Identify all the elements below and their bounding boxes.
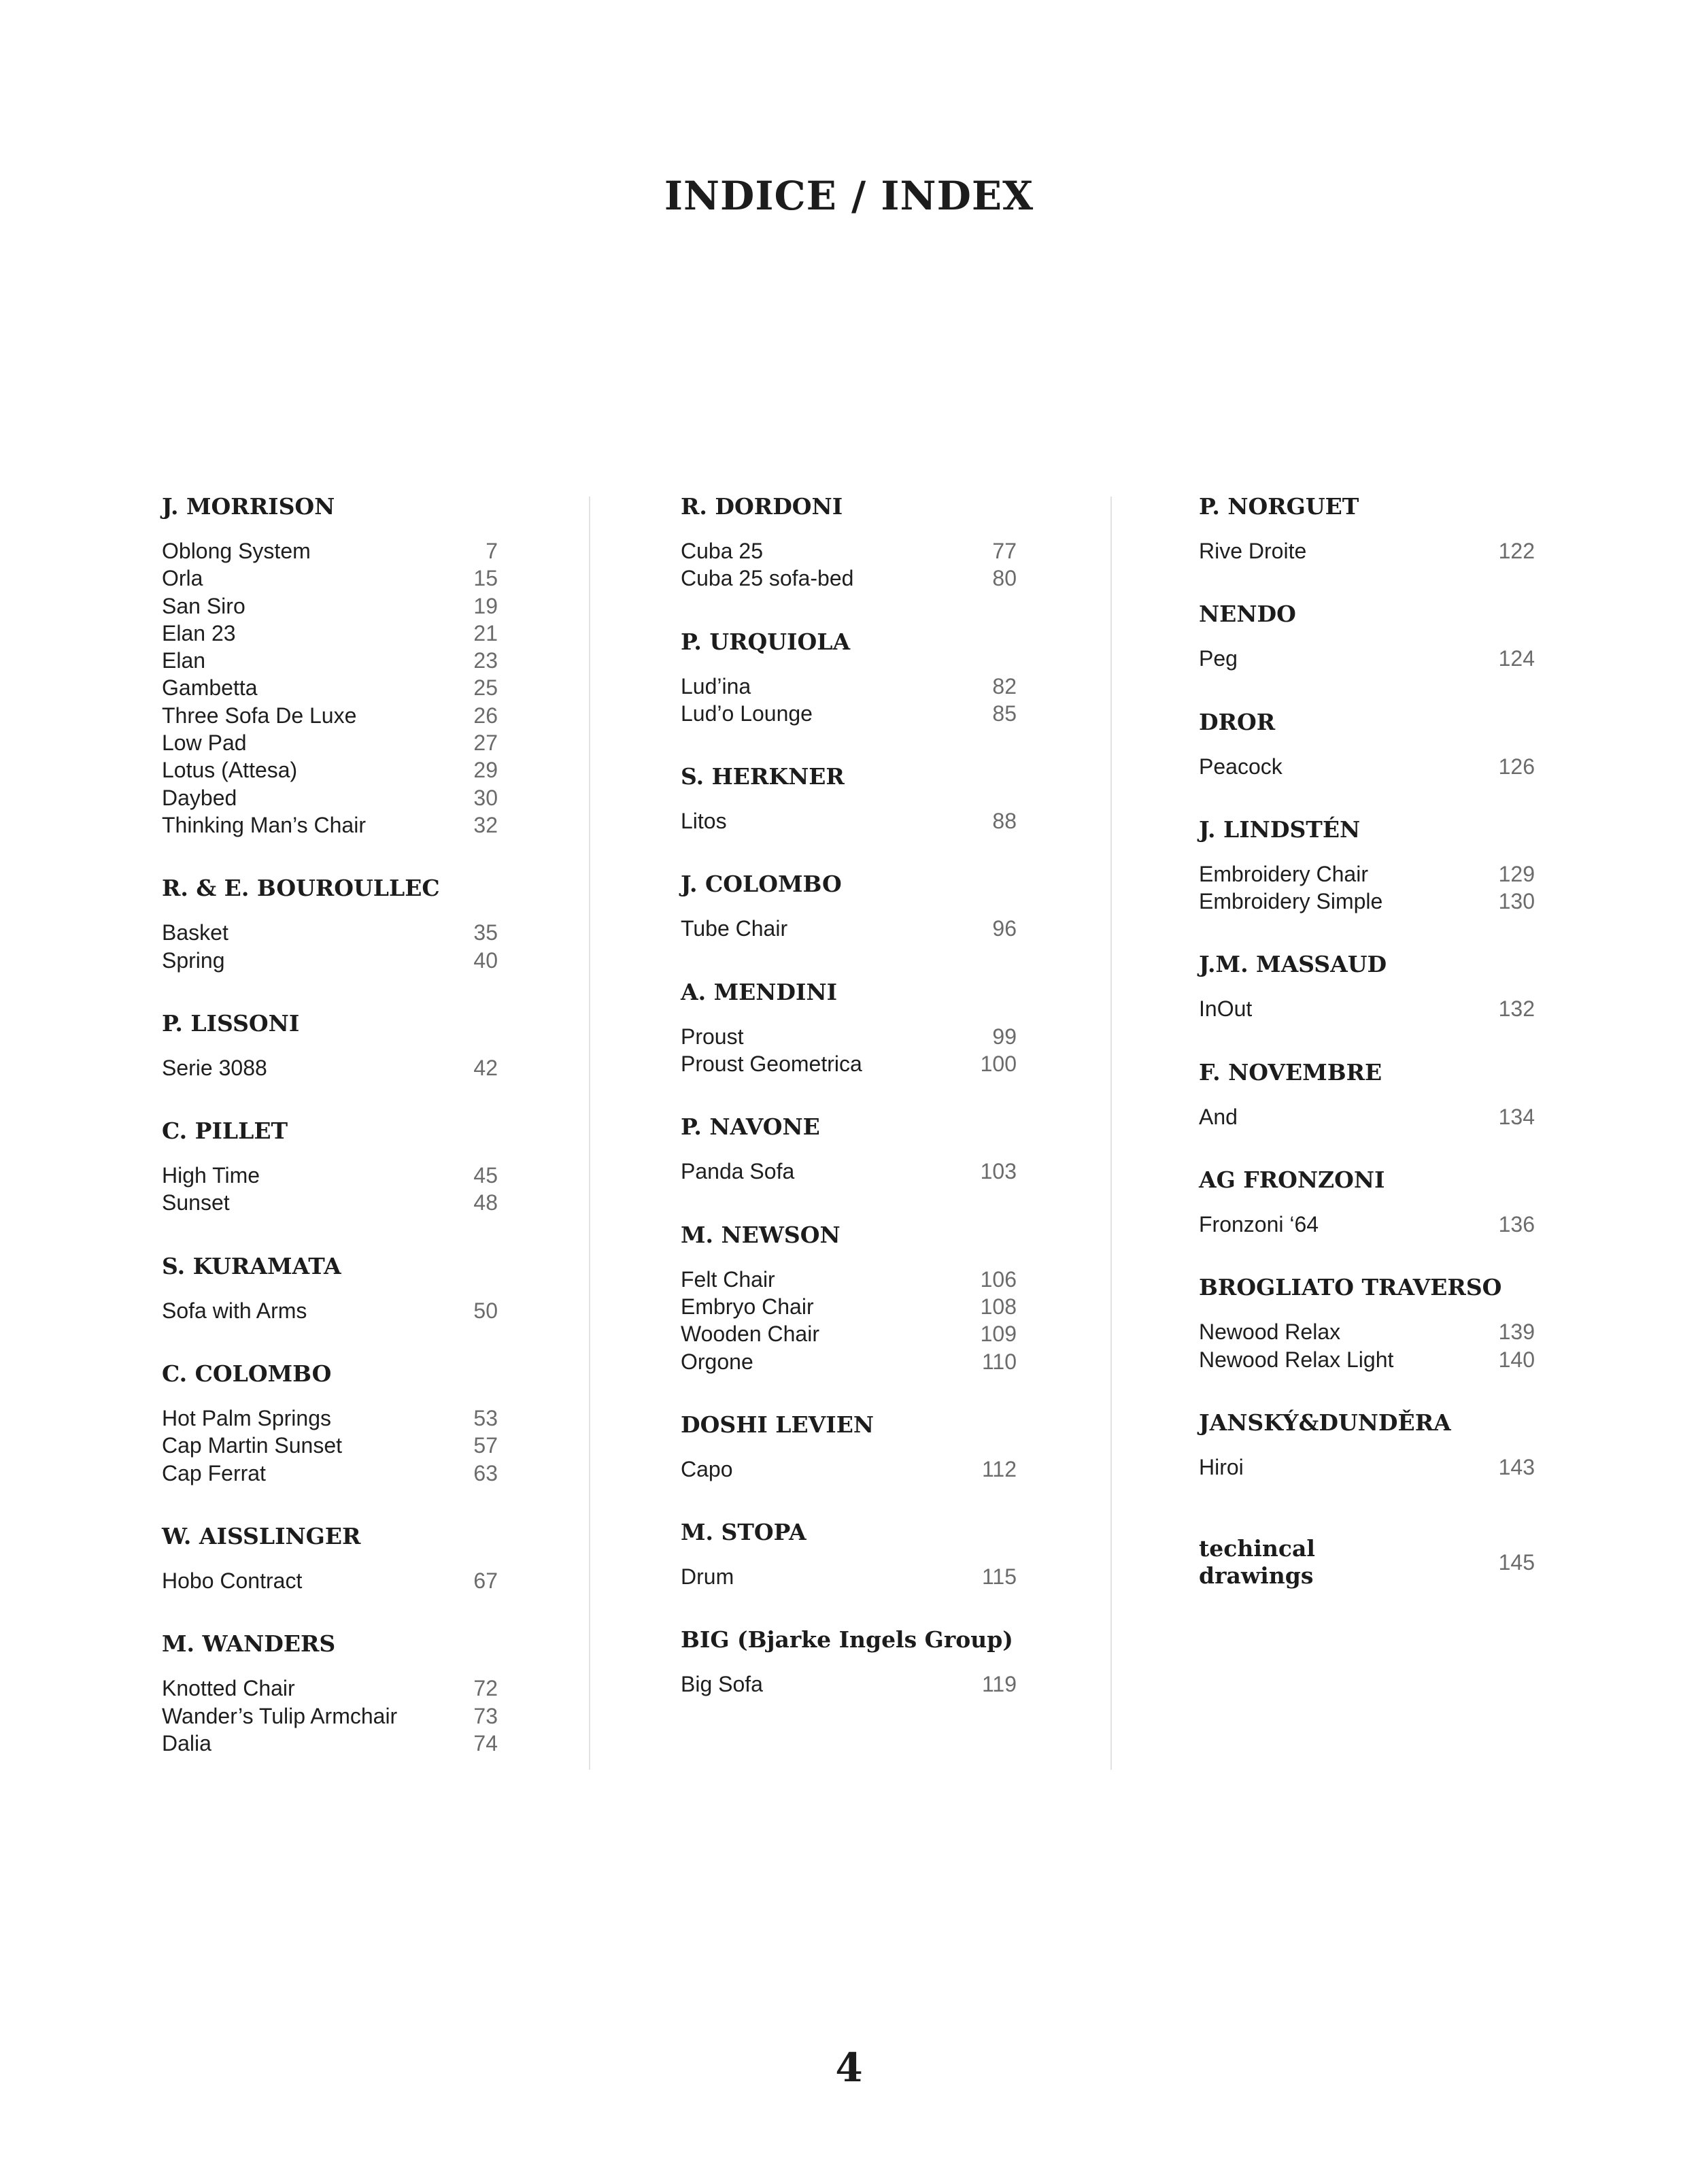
entry-name: Proust Geometrica	[681, 1052, 862, 1077]
section-heading: S. KURAMATA	[162, 1252, 341, 1279]
entry-page-number: 19	[473, 593, 498, 618]
entry-name: Newood Relax	[1199, 1320, 1341, 1345]
entry-name: Low Pad	[162, 730, 247, 756]
entry-page-number: 48	[473, 1190, 498, 1215]
entry-page-number: 26	[473, 703, 498, 728]
index-entry	[681, 1050, 1017, 1077]
entry-name: Fronzoni ‘64	[1199, 1212, 1319, 1237]
section-heading: P. URQUIOLA	[681, 628, 851, 655]
entry-name: Embroidery Simple	[1199, 889, 1383, 914]
entry-name: Lud’ina	[681, 673, 751, 699]
entry-page-number: 115	[981, 1564, 1017, 1590]
index-entry	[162, 565, 498, 592]
entry-name: Tube Chair	[681, 916, 788, 941]
entry-page-number: 139	[1498, 1320, 1535, 1345]
entry-page-number: 23	[473, 648, 498, 673]
entry-name: Orla	[162, 566, 203, 591]
index-entry	[681, 1456, 1017, 1483]
page-title: INDICE / INDEX	[664, 173, 1034, 219]
entry-name: San Siro	[162, 593, 245, 618]
section-c-pillet	[162, 1115, 498, 1217]
entry-page-number: 63	[473, 1460, 498, 1485]
section-m-wanders	[162, 1628, 498, 1757]
entry-name: InOut	[1199, 996, 1253, 1022]
index-entry	[1199, 1103, 1535, 1130]
entry-page-number: 134	[1498, 1104, 1535, 1129]
section-s-kuramata	[162, 1251, 498, 1324]
index-entry	[681, 1563, 1017, 1590]
section-heading: DOSHI LEVIEN	[681, 1411, 875, 1438]
index-entry	[162, 1189, 498, 1216]
entry-page-number: 40	[473, 947, 498, 973]
index-entry	[162, 811, 498, 839]
section-heading: C. PILLET	[162, 1118, 288, 1145]
entry-page-number: 143	[1498, 1454, 1535, 1479]
index-entry	[162, 702, 498, 729]
index-entry	[162, 620, 498, 647]
entry-name: Big Sofa	[681, 1672, 763, 1697]
entry-page-number: 108	[980, 1294, 1017, 1319]
index-entry	[162, 947, 498, 974]
section-heading: J. LINDSTÉN	[1199, 816, 1361, 843]
section-c-colombo	[162, 1358, 498, 1487]
entry-page-number: 30	[473, 785, 498, 810]
section-jansky-dundera	[1199, 1407, 1535, 1481]
entry-page-number: 25	[473, 675, 498, 701]
section-a-mendini	[681, 977, 1017, 1078]
section-heading: J.M. MASSAUD	[1199, 951, 1387, 978]
entry-page-number: 103	[980, 1159, 1017, 1184]
entry-page-number: 67	[473, 1568, 498, 1593]
section-j-m-massaud	[1199, 949, 1535, 1022]
entry-name: Gambetta	[162, 675, 258, 701]
entry-name: Cap Martin Sunset	[162, 1433, 343, 1458]
entry-name: Litos	[681, 809, 727, 834]
entry-name: Embroidery Chair	[1199, 861, 1368, 886]
index-entry	[681, 673, 1017, 700]
entry-name: Lud’o Lounge	[681, 701, 813, 726]
index-entry	[162, 537, 498, 565]
entry-name: Sunset	[162, 1190, 230, 1215]
entry-page-number: 7	[486, 539, 498, 563]
entry-page-number: 72	[473, 1676, 498, 1701]
index-entry	[162, 729, 498, 756]
section-p-lissoni	[162, 1008, 498, 1081]
entry-page-number: 126	[1498, 754, 1535, 779]
column-divider	[589, 497, 590, 1770]
entry-page-number: 88	[992, 809, 1017, 834]
section-p-urquiola	[681, 626, 1017, 728]
index-entry	[681, 565, 1017, 592]
entry-name: Capo	[681, 1456, 733, 1481]
entry-name: Basket	[162, 920, 228, 945]
entry-page-number: 45	[473, 1163, 498, 1188]
index-entry	[162, 1567, 498, 1594]
section-heading: W. AISSLINGER	[162, 1522, 361, 1549]
index-entry	[1199, 888, 1535, 915]
entry-page-number: 85	[992, 701, 1017, 726]
entry-page-number: 29	[473, 758, 498, 783]
entry-page-number: 136	[1498, 1212, 1535, 1237]
entry-page-number: 15	[473, 566, 498, 591]
section-w-aisslinger	[162, 1521, 498, 1594]
entry-name: Three Sofa De Luxe	[162, 703, 357, 728]
section-heading: JANSKÝ&DUNDĚRA	[1199, 1409, 1451, 1436]
entry-name: Peg	[1199, 646, 1238, 671]
index-entry	[162, 1675, 498, 1702]
section-heading: A. MENDINI	[681, 978, 838, 1005]
entry-name: Cuba 25 sofa-bed	[681, 566, 854, 591]
section-heading: S. HERKNER	[681, 763, 845, 790]
entry-page-number: 99	[992, 1024, 1017, 1049]
entry-page-number: 27	[473, 730, 498, 756]
entry-name: Spring	[162, 947, 225, 973]
section-heading: BROGLIATO TRAVERSO	[1199, 1274, 1502, 1301]
index-entry	[1199, 860, 1535, 888]
entry-page-number: 57	[473, 1433, 498, 1458]
section-heading: NENDO	[1199, 601, 1296, 628]
entry-name: Elan 23	[162, 620, 236, 645]
entry-name: Embryo Chair	[681, 1294, 814, 1319]
section-heading: AG FRONZONI	[1199, 1166, 1385, 1194]
index-entry	[1199, 1318, 1535, 1345]
section-j-lindsten	[1199, 814, 1535, 915]
section-dror	[1199, 707, 1535, 780]
index-entry	[681, 1320, 1017, 1347]
entry-name: Cap Ferrat	[162, 1460, 266, 1485]
entry-name: Panda Sofa	[681, 1159, 795, 1184]
entry-name: Drum	[681, 1564, 734, 1590]
section-m-stopa	[681, 1517, 1017, 1590]
entry-page-number: 130	[1498, 889, 1535, 914]
section-r-e-bouroullec	[162, 873, 498, 974]
entry-name: Dalia	[162, 1730, 211, 1755]
entry-name: Wooden Chair	[681, 1322, 819, 1347]
entry-page-number: 119	[981, 1672, 1017, 1697]
index-entry	[162, 1730, 498, 1757]
entry-name: Sofa with Arms	[162, 1298, 307, 1323]
index-entry	[1199, 753, 1535, 780]
section-heading: R. DORDONI	[681, 493, 843, 520]
section-heading: C. COLOMBO	[162, 1360, 332, 1388]
entry-name: Hiroi	[1199, 1454, 1244, 1479]
entry-page-number: 129	[1498, 861, 1535, 886]
index-entry	[681, 1023, 1017, 1050]
section-heading: R. & E. BOUROULLEC	[162, 875, 440, 902]
index-entry	[162, 1405, 498, 1432]
index-entry	[681, 1348, 1017, 1375]
section-heading: M. WANDERS	[162, 1630, 336, 1658]
section-p-norguet	[1199, 491, 1535, 565]
entry-name: Thinking Man’s Chair	[162, 812, 366, 837]
index-entry	[162, 1297, 498, 1324]
entry-page-number: 122	[1498, 539, 1535, 563]
entry-page-number: 53	[473, 1406, 498, 1431]
index-column-1	[162, 491, 498, 1791]
index-entry	[1199, 995, 1535, 1022]
entry-page-number: 42	[473, 1055, 498, 1080]
index-entry	[162, 756, 498, 784]
entry-name: Daybed	[162, 785, 237, 810]
entry-page-number: 106	[980, 1266, 1017, 1292]
entry-page-number: 96	[992, 916, 1017, 941]
section-heading: BIG (Bjarke Ingels Group)	[681, 1626, 1013, 1653]
index-entry	[681, 1670, 1017, 1698]
entry-name: High Time	[162, 1163, 260, 1188]
entry-page-number: 109	[980, 1322, 1017, 1347]
entry-name: Peacock	[1199, 754, 1283, 779]
entry-name: Serie 3088	[162, 1055, 267, 1080]
section-heading: M. STOPA	[681, 1519, 806, 1546]
section-ag-fronzoni	[1199, 1164, 1535, 1238]
index-entry	[162, 1054, 498, 1081]
entry-page-number: 77	[992, 539, 1017, 563]
entry-name: Rive Droite	[1199, 539, 1307, 563]
technical-drawings-entry	[1199, 1535, 1535, 1590]
section-f-novembre	[1199, 1057, 1535, 1130]
section-heading: J. COLOMBO	[681, 871, 842, 898]
entry-page-number: 110	[981, 1349, 1017, 1374]
section-heading: M. NEWSON	[681, 1221, 840, 1248]
index-entry	[1199, 537, 1535, 565]
section-heading: P. LISSONI	[162, 1009, 300, 1037]
entry-name: Hobo Contract	[162, 1568, 303, 1593]
section-heading: P. NORGUET	[1199, 493, 1359, 520]
entry-name: Felt Chair	[681, 1266, 775, 1292]
index-entry	[681, 807, 1017, 835]
section-heading: P. NAVONE	[681, 1113, 820, 1141]
index-entry	[162, 919, 498, 946]
entry-name: Cuba 25	[681, 539, 763, 563]
index-entry	[162, 784, 498, 811]
entry-name: Proust	[681, 1024, 744, 1049]
section-s-herkner	[681, 761, 1017, 835]
section-doshi-levien	[681, 1409, 1017, 1483]
entry-page-number: 132	[1498, 996, 1535, 1022]
section-p-navone	[681, 1111, 1017, 1185]
entry-name: Knotted Chair	[162, 1676, 295, 1701]
column-divider	[1110, 497, 1112, 1770]
section-r-dordoni	[681, 491, 1017, 592]
entry-page-number: 32	[473, 812, 498, 837]
entry-page-number: 35	[473, 920, 498, 945]
entry-name: Orgone	[681, 1349, 753, 1374]
section-heading: J. MORRISON	[162, 493, 335, 520]
entry-page-number: 100	[980, 1052, 1017, 1077]
index-entry	[162, 1460, 498, 1487]
index-entry	[681, 915, 1017, 942]
technical-drawings-page: 145	[1498, 1549, 1535, 1575]
section-j-morrison	[162, 491, 498, 839]
section-big-bjarke-ingels-group	[681, 1624, 1017, 1698]
entry-page-number: 80	[992, 566, 1017, 591]
index-entry	[1199, 1454, 1535, 1481]
section-nendo	[1199, 599, 1535, 672]
entry-name: Wander’s Tulip Armchair	[162, 1703, 398, 1728]
index-entry	[162, 592, 498, 620]
entry-name: And	[1199, 1104, 1238, 1129]
index-entry	[162, 1702, 498, 1730]
index-entry	[162, 647, 498, 674]
entry-name: Newood Relax Light	[1199, 1347, 1394, 1372]
entry-page-number: 74	[473, 1730, 498, 1755]
index-column-3	[1199, 491, 1535, 1590]
index-column-2	[681, 491, 1017, 1732]
index-entry	[681, 1158, 1017, 1185]
index-entry	[681, 537, 1017, 565]
index-entry	[1199, 1346, 1535, 1373]
section-j-colombo	[681, 869, 1017, 942]
entry-page-number: 140	[1498, 1347, 1535, 1372]
section-heading: F. NOVEMBRE	[1199, 1058, 1382, 1086]
entry-name: Elan	[162, 648, 206, 673]
section-heading: DROR	[1199, 708, 1276, 735]
index-entry	[681, 1266, 1017, 1293]
index-entry	[162, 1432, 498, 1459]
index-entry	[162, 674, 498, 701]
entry-page-number: 82	[992, 673, 1017, 699]
section-m-newson	[681, 1220, 1017, 1375]
entry-name: Oblong System	[162, 539, 311, 563]
entry-name: Lotus (Attesa)	[162, 758, 298, 783]
index-entry	[162, 1162, 498, 1189]
section-brogliato-traverso	[1199, 1272, 1535, 1373]
entry-page-number: 112	[981, 1456, 1017, 1481]
index-entry	[681, 700, 1017, 727]
entry-name: Hot Palm Springs	[162, 1406, 331, 1431]
index-entry	[1199, 1211, 1535, 1238]
entry-page-number: 73	[473, 1703, 498, 1728]
technical-drawings-label: techincal drawings	[1199, 1535, 1315, 1590]
page-number: 4	[835, 2045, 863, 2091]
entry-page-number: 21	[473, 620, 498, 645]
index-entry	[1199, 645, 1535, 672]
index-entry	[681, 1293, 1017, 1320]
entry-page-number: 124	[1498, 646, 1535, 671]
entry-page-number: 50	[473, 1298, 498, 1323]
